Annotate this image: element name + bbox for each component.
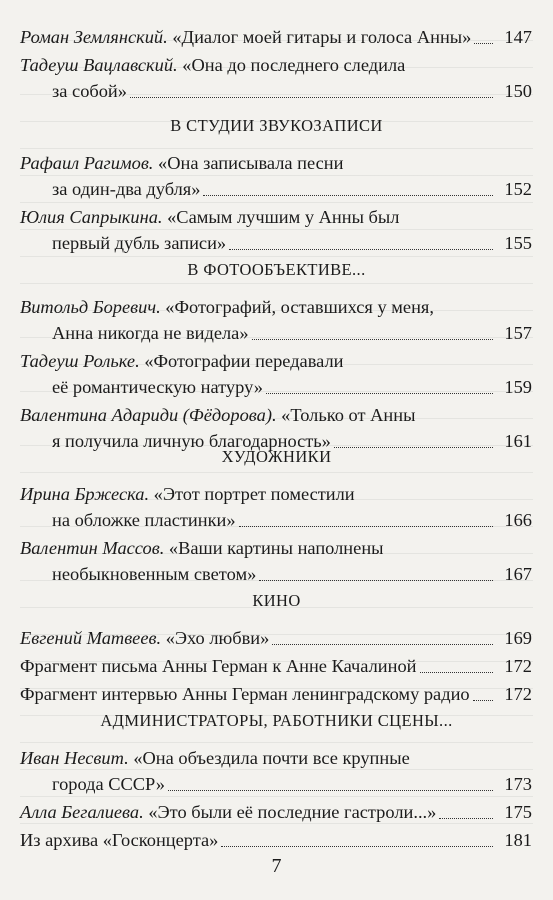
entry-text	[20, 745, 410, 771]
entry-author: Ирина Бржеска.	[20, 484, 150, 504]
entry-title: на обложке пластинки»	[52, 510, 236, 530]
entry-text	[20, 681, 470, 707]
entry-title: «Диалог моей гитары и голоса Анны»	[172, 27, 472, 47]
entry-text	[52, 374, 263, 400]
entry-page-number: 159	[504, 377, 532, 397]
toc-line	[0, 771, 553, 797]
entry-title: «Ваши картины наполнены	[168, 538, 384, 558]
entry-page-number: 157	[504, 323, 532, 343]
leader-dots	[473, 700, 493, 701]
toc-line	[0, 481, 553, 507]
entry-title: «Фотографии передавали	[144, 351, 344, 371]
entry-text	[20, 402, 415, 428]
entry-text	[52, 771, 165, 797]
entry-author: Валентин Массов.	[20, 538, 165, 558]
leader-dots	[259, 580, 493, 581]
toc-line	[0, 374, 553, 400]
entry-page-number: 172	[504, 684, 532, 704]
toc-line	[0, 78, 553, 104]
toc-line	[0, 561, 553, 587]
entry-page-number: 169	[504, 628, 532, 648]
entry-page-number: 172	[504, 656, 532, 676]
leader-dots	[229, 249, 493, 250]
entry-text	[20, 535, 384, 561]
toc-line	[0, 799, 553, 825]
section-heading: В ФОТООБЪЕКТИВЕ...	[187, 260, 366, 279]
leader-dots	[266, 393, 493, 394]
entry-text	[52, 507, 236, 533]
entry-text	[20, 481, 355, 507]
section-heading: ХУДОЖНИКИ	[221, 447, 332, 466]
entry-text	[52, 230, 226, 256]
entry-text	[20, 294, 434, 320]
entry-author: Витольд Боревич.	[20, 297, 161, 317]
entry-page-number: 167	[504, 564, 532, 584]
leader-dots	[239, 526, 493, 527]
toc-line	[0, 24, 553, 50]
toc-line	[0, 52, 553, 78]
leader-dots	[420, 672, 493, 673]
entry-page-number: 175	[504, 802, 532, 822]
leader-dots	[168, 790, 493, 791]
toc-line	[0, 294, 553, 320]
toc-line	[0, 745, 553, 771]
entry-title: «Этот портрет поместили	[153, 484, 355, 504]
entry-title: города СССР»	[52, 774, 165, 794]
toc-line	[0, 681, 553, 707]
entry-text	[20, 52, 405, 78]
entry-title: «Эхо любви»	[165, 628, 270, 648]
entry-title: «Она до последнего следила	[182, 55, 406, 75]
entry-text	[52, 176, 200, 202]
entry-text	[20, 348, 344, 374]
leader-dots	[203, 195, 493, 196]
entry-author: Алла Бегалиева.	[20, 802, 144, 822]
entry-author: Рафаил Рагимов.	[20, 153, 154, 173]
entry-author: Роман Землянский.	[20, 27, 168, 47]
entry-author: Валентина Адариди (Фёдорова).	[20, 405, 277, 425]
entry-title: первый дубль записи»	[52, 233, 227, 253]
entry-page-number: 152	[504, 179, 532, 199]
toc-line	[0, 204, 553, 230]
page-number: 7	[271, 855, 282, 877]
toc-line	[0, 176, 553, 202]
leader-dots	[252, 339, 493, 340]
entry-title: «Фотографий, оставшихся у меня,	[165, 297, 434, 317]
entry-page-number: 161	[504, 431, 532, 451]
toc-line	[0, 535, 553, 561]
section-heading: КИНО	[252, 591, 301, 610]
entry-title: «Только от Анны	[281, 405, 416, 425]
entry-title: я получила личную благодарность»	[52, 431, 331, 451]
entry-text	[52, 320, 249, 346]
entry-title: Анна никогда не видела»	[52, 323, 249, 343]
entry-title: «Она объездила почти все крупные	[133, 748, 410, 768]
entry-title: Фрагмент интервью Анны Герман ленинградскому радио	[20, 684, 470, 704]
entry-text	[20, 653, 417, 679]
toc-line	[0, 507, 553, 533]
entry-author: Тадеуш Вацлавский.	[20, 55, 178, 75]
toc-line	[0, 150, 553, 176]
entry-title: за собой»	[52, 81, 127, 101]
toc-line	[0, 348, 553, 374]
entry-text	[20, 625, 269, 651]
entry-text	[52, 561, 256, 587]
toc-line	[0, 827, 553, 853]
entry-title: необыкновенным светом»	[52, 564, 257, 584]
leader-dots	[221, 846, 493, 847]
entry-text	[20, 799, 436, 825]
entry-text	[20, 827, 218, 853]
section-heading: В СТУДИИ ЗВУКОЗАПИСИ	[170, 116, 383, 135]
toc-line	[0, 402, 553, 428]
entry-page-number: 181	[504, 830, 532, 850]
toc-line	[0, 230, 553, 256]
entry-text	[20, 24, 471, 50]
entry-text	[52, 78, 127, 104]
toc-line	[0, 653, 553, 679]
leader-dots	[130, 97, 493, 98]
toc-line	[0, 625, 553, 651]
entry-title: «Она записывала песни	[158, 153, 344, 173]
entry-title: её романтическую натуру»	[52, 377, 263, 397]
entry-page-number: 166	[504, 510, 532, 530]
entry-page-number: 155	[504, 233, 532, 253]
leader-dots	[439, 818, 493, 819]
entry-title: Фрагмент письма Анны Герман к Анне Качалиной	[20, 656, 417, 676]
entry-page-number: 173	[504, 774, 532, 794]
entry-author: Тадеуш Рольке.	[20, 351, 140, 371]
entry-title: «Самым лучшим у Анны был	[167, 207, 400, 227]
entry-title: «Это были её последние гастроли...»	[148, 802, 437, 822]
toc-line	[0, 320, 553, 346]
leader-dots	[272, 644, 493, 645]
entry-page-number: 147	[504, 27, 532, 47]
entry-title: за один-два дубля»	[52, 179, 201, 199]
entry-text	[20, 204, 399, 230]
leader-dots	[474, 43, 493, 44]
entry-page-number: 150	[504, 81, 532, 101]
entry-title: Из архива «Госконцерта»	[20, 830, 219, 850]
entry-author: Иван Несвит.	[20, 748, 129, 768]
entry-text	[20, 150, 344, 176]
section-heading: АДМИНИСТРАТОРЫ, РАБОТНИКИ СЦЕНЫ...	[100, 711, 453, 730]
entry-author: Юлия Сапрыкина.	[20, 207, 163, 227]
entry-author: Евгений Матвеев.	[20, 628, 162, 648]
